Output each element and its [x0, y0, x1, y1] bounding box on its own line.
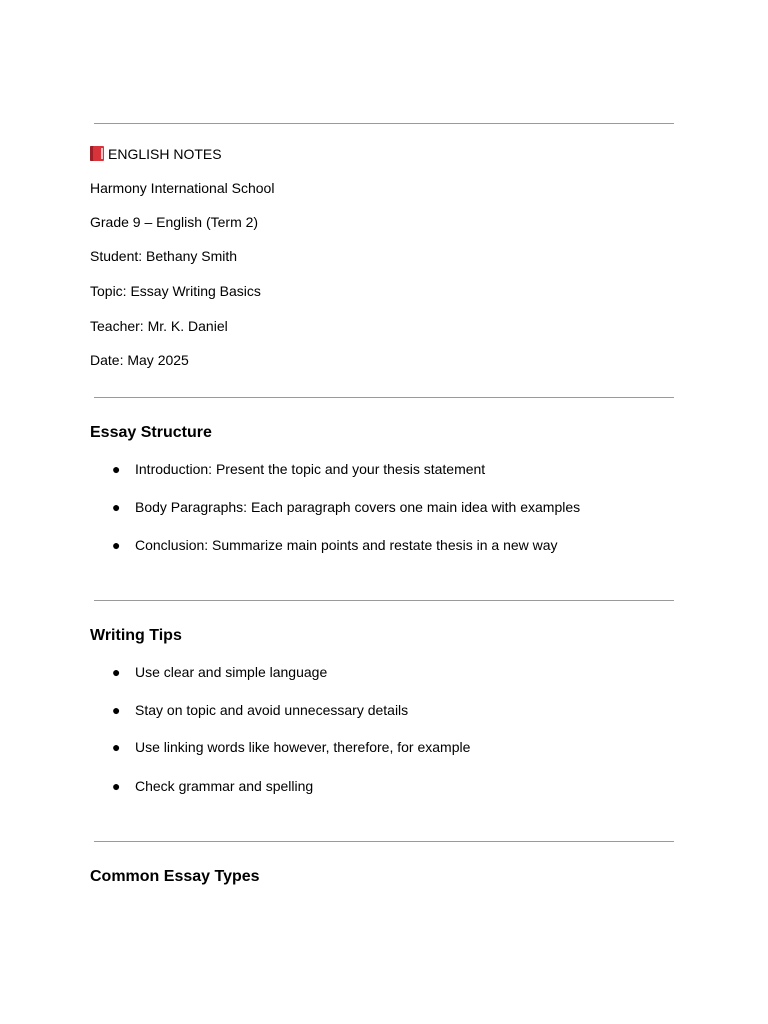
bullet-icon: ●	[112, 499, 121, 515]
list-item-text: Check grammar and spelling	[135, 778, 314, 794]
bullet-icon: ●	[112, 702, 121, 718]
list-item	[112, 738, 470, 756]
school-name: Harmony International School	[90, 180, 275, 196]
divider	[94, 123, 674, 124]
section-heading-writing-tips: Writing Tips	[90, 627, 182, 644]
list-item	[112, 777, 313, 795]
bullet-icon: ●	[112, 778, 121, 794]
section-heading-essay-structure: Essay Structure	[90, 424, 212, 441]
list-item-text: Conclusion: Summarize main points and restate thesis in a new way	[135, 537, 558, 553]
bullet-icon: ●	[112, 739, 121, 755]
teacher-line: Teacher: Mr. K. Daniel	[90, 318, 228, 334]
divider	[94, 841, 674, 842]
divider	[94, 397, 674, 398]
list-item-text: Body Paragraphs: Each paragraph covers one main idea with examples	[135, 499, 581, 515]
list-item	[112, 460, 485, 478]
list-item	[112, 498, 580, 516]
topic-line: Topic: Essay Writing Basics	[90, 283, 261, 299]
notes-title	[90, 145, 222, 163]
notes-title-text: ENGLISH NOTES	[108, 146, 222, 162]
divider	[94, 600, 674, 601]
book-icon	[90, 146, 104, 161]
bullet-icon: ●	[112, 537, 121, 553]
list-item-text: Introduction: Present the topic and your thesis statement	[135, 461, 486, 477]
list-item	[112, 536, 558, 554]
list-item-text: Use linking words like however, therefore, for example	[135, 739, 471, 755]
list-item-text: Stay on topic and avoid unnecessary details	[135, 702, 409, 718]
date-line: Date: May 2025	[90, 352, 189, 368]
list-item-text: Use clear and simple language	[135, 664, 328, 680]
section-heading-common-essay-types: Common Essay Types	[90, 868, 260, 885]
list-item	[112, 701, 408, 719]
bullet-icon: ●	[112, 664, 121, 680]
student-line: Student: Bethany Smith	[90, 248, 238, 264]
bullet-icon: ●	[112, 461, 121, 477]
list-item	[112, 663, 327, 681]
grade-line: Grade 9 – English (Term 2)	[90, 214, 259, 230]
